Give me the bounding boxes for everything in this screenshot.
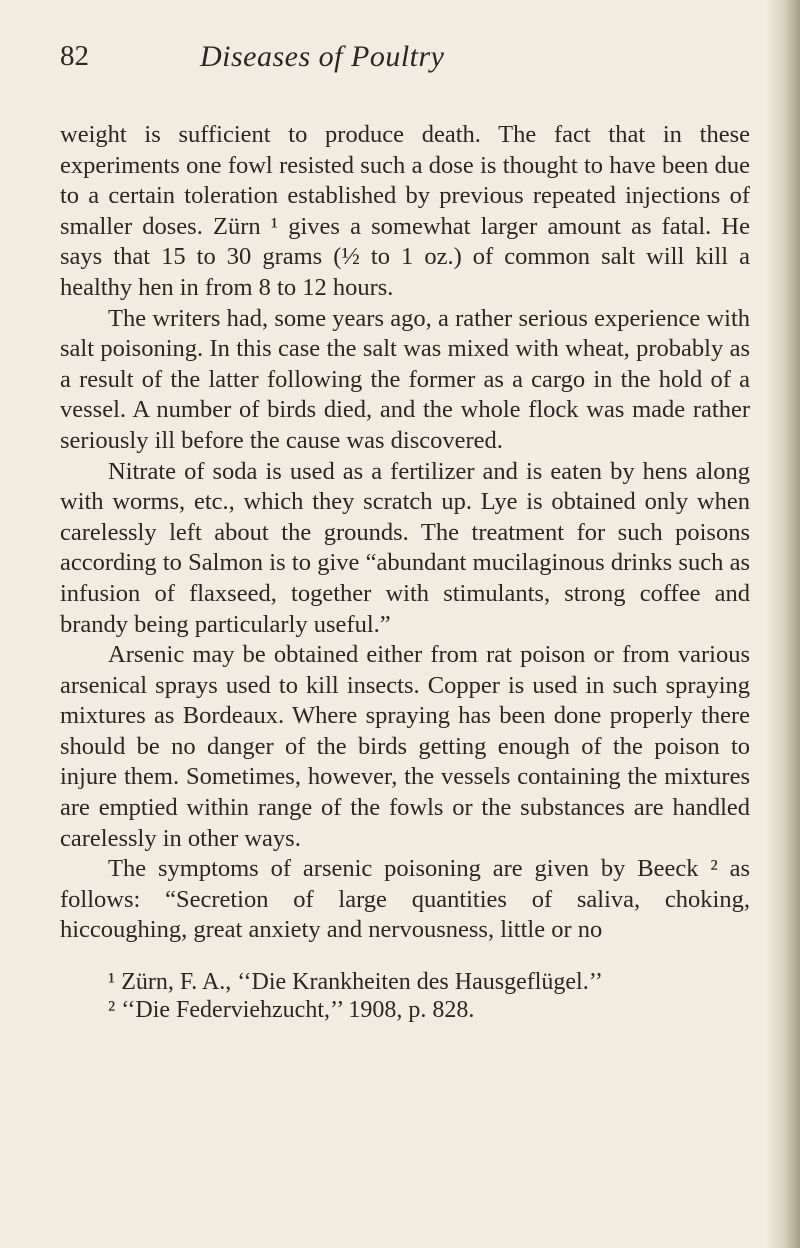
- body-text: [60, 120, 750, 946]
- running-head: Diseases of Poultry: [200, 40, 445, 73]
- paragraph: The symptoms of arsenic poisoning are given by Beeck ² as follows: “Secretion of large quantities of saliva, choking, hiccoughing, great anxiety and nervousness, little or no: [60, 855, 750, 944]
- page-edge-shadow: [766, 0, 800, 1248]
- footnote: ² ‘‘Die Federviehzucht,’’ 1908, p. 828.: [108, 997, 475, 1023]
- paragraph: weight is sufficient to produce death. The fact that in these experiments one fowl resisted such a dose is thought to have been due to a certain toleration established by previous repeated injections of smaller doses. Zürn ¹ gives a somewhat larger amount as fatal. He says that 15 to 30 grams (½ to 1 oz.) of common salt will kill a healthy hen in from 8 to 12 hours.: [60, 121, 750, 301]
- paragraph: Arsenic may be obtained either from rat poison or from various arsenical sprays used to kill insects. Copper is used in such spraying mixtures as Bordeaux. Where spraying has been done properly there should be no danger of the birds getting enough of the poison to injure them. Sometimes, however, the vessels containing the mixtures are emptied within range of the fowls or the substances are handled carelessly in other ways.: [60, 641, 750, 852]
- footnotes: [60, 968, 750, 1024]
- footnote: ¹ Zürn, F. A., ‘‘Die Krankheiten des Hausgeflügel.’’: [108, 969, 603, 995]
- page-number: 82: [60, 40, 89, 72]
- paragraph: Nitrate of soda is used as a fertilizer and is eaten by hens along with worms, etc., which they scratch up. Lye is obtained only when carelessly left about the grounds. The treatment for such poisons according to Salmon is to give “abundant mucilaginous drinks such as infusion of flaxseed, together with stimulants, strong coffee and brandy being particularly useful.”: [60, 457, 750, 638]
- paragraph: The writers had, some years ago, a rather serious experience with salt poisoning. In this case the salt was mixed with wheat, probably as a result of the latter following the former as a cargo in the hold of a vessel. A number of birds died, and the whole flock was made rather seriously ill before the cause was discovered.: [60, 304, 750, 454]
- page-header: [60, 40, 750, 80]
